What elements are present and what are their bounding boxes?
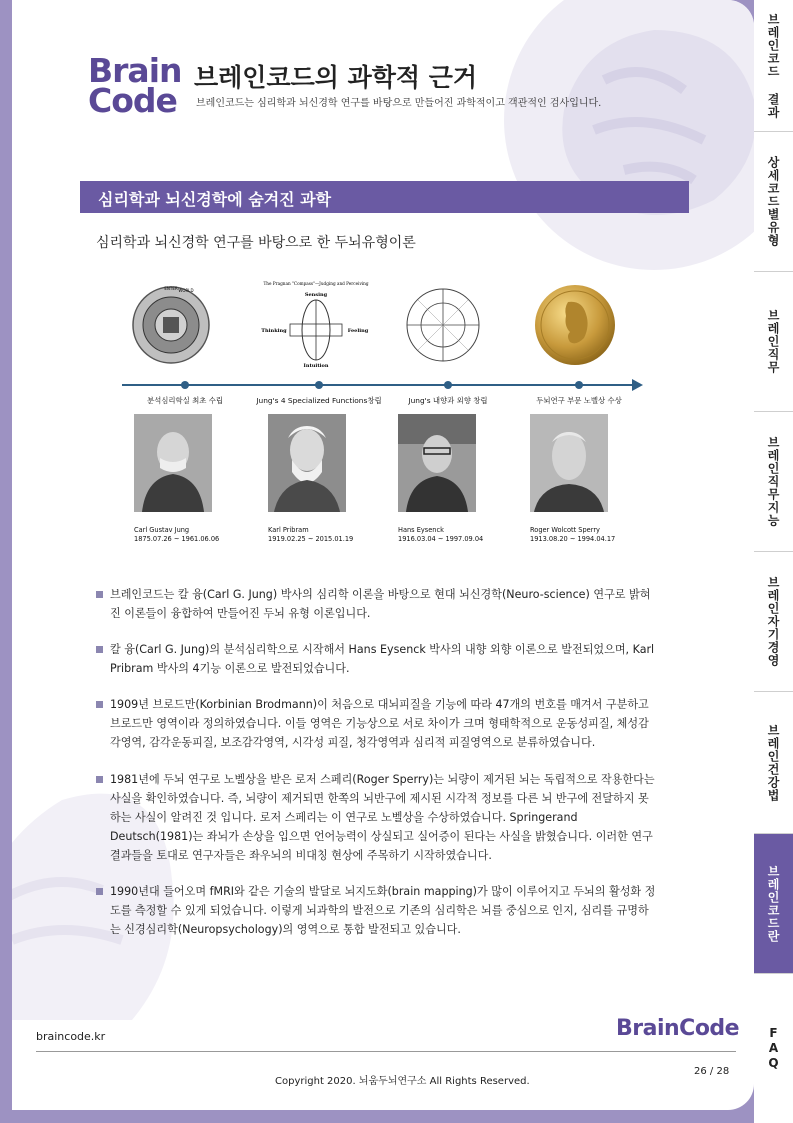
braincode-logo: Brain Code: [88, 51, 182, 121]
tab-brain-job[interactable]: 브레인직무: [754, 272, 793, 412]
section-subtitle: 심리학과 뇌신경학 연구를 바탕으로 한 두뇌유형이론: [96, 235, 416, 251]
nobel-medal-icon: [530, 280, 620, 370]
portrait-pribram: [268, 414, 346, 512]
tab-brain-health[interactable]: 브레인건강법: [754, 692, 793, 834]
page-title: 브레인코드의 과학적 근거: [194, 63, 478, 92]
timeline-arrow-icon: [632, 379, 643, 391]
svg-text:Feeling: Feeling: [347, 328, 369, 334]
timeline-line: [122, 384, 636, 386]
timeline-label: Jung's 내향과 외향 창립: [408, 396, 488, 405]
timeline-dot: [315, 381, 323, 389]
timeline-dot: [181, 381, 189, 389]
svg-text:Sensing: Sensing: [304, 292, 328, 298]
portrait-sperry: [530, 414, 608, 512]
tab-faq[interactable]: FAQ: [766, 1026, 781, 1071]
tab-braincode-result[interactable]: 브레인코드 결과: [754, 0, 793, 132]
svg-text:Thinking: Thinking: [261, 328, 287, 334]
portrait-jung: [134, 414, 212, 512]
footer-logo: BrainCode: [616, 1016, 740, 1041]
list-item: 1909년 브로드만(Korbinian Brodmann)이 처음으로 대뇌피질을 기능에 따라 47개의 번호를 매겨서 구분하고 브로드만 영역이라 정의하였습니다. 이들 영역은 기능상으로 서로 차이가 크며 형태학적으로 운동성피질, 체성감각영역, 감각운동피질, 보조감각영역, 시각성 피질, 청각영역과 심리적 피질영역으로 분류하였습니다.: [96, 695, 656, 752]
timeline-label: Jung's 4 Specialized Functions창립: [256, 396, 382, 405]
timeline-label: 분석심리학실 최초 수립: [146, 396, 224, 405]
content-list: [96, 585, 656, 956]
svg-text:WORLD: WORLD: [178, 288, 194, 293]
person-caption: Karl Pribram 1919.02.25 ~ 2015.01.19: [268, 526, 354, 543]
tab-brain-job-intelligence[interactable]: 브레인직무지능: [754, 412, 793, 552]
section-title-bar: 심리학과 뇌신경학에 숨겨진 과학: [80, 181, 689, 213]
side-tab-nav: [754, 0, 793, 1123]
list-item: 칼 융(Carl G. Jung)의 분석심리학으로 시작해서 Hans Eysenck 박사의 내향 외향 이론으로 발전되었으며, Karl Pribram 박사의 4기능 이론으로 발전되었습니다.: [96, 640, 656, 678]
footer-divider: [36, 1051, 736, 1052]
compass-diagram: [252, 278, 380, 373]
svg-text:ENTER: ENTER: [164, 286, 178, 291]
list-item: 1981년에 두뇌 연구로 노벨상을 받은 로저 스페리(Roger Sperry)는 뇌량이 제거된 뇌는 독립적으로 작용한다는 사실을 확인하였습니다. 즉, 뇌량이 제거되면 한쪽의 뇌반구에 제시된 시각적 정보를 다른 뇌 반구에 전달하지 못하는 사실이 알려진 것 입니다. 로저 스페리는 이 연구로 노벨상을 수상하였습니다. Springerand Deutsch(1981)는 좌뇌가 손상을 입으면 언어능력이 상실되고 실어증이 된다는 사실을 밝혔습니다. 이러한 연구 결과들을 토대로 연구자들은 좌우뇌의 비대칭 현상에 주목하기 시작하였습니다.: [96, 770, 656, 865]
mandala-diagram: [126, 280, 216, 370]
page: [12, 0, 754, 1110]
page-number: 26 / 28: [694, 1066, 730, 1077]
portrait-eysenck: [398, 414, 476, 512]
brain-watermark-icon: [494, 0, 754, 280]
person-caption: Roger Wolcott Sperry 1913.08.20 ~ 1994.04.17: [530, 526, 616, 543]
tab-detailed-type[interactable]: 상세코드별유형: [754, 132, 793, 272]
person-caption: Hans Eysenck 1916.03.04 ~ 1997.09.04: [398, 526, 484, 543]
list-item: 브레인코드는 칼 융(Carl G. Jung) 박사의 심리학 이론을 바탕으로 현대 뇌신경학(Neuro-science) 연구로 밝혀진 이론들이 융합하여 만들어진 두뇌 유형 이론입니다.: [96, 585, 656, 623]
timeline-dot: [444, 381, 452, 389]
svg-text:The Pragnan "Compass"—Judging: The Pragnan "Compass"—Judging and Perceiving: [263, 281, 369, 286]
copyright-text: Copyright 2020. 뇌움두뇌연구소 All Rights Reserved.: [275, 1076, 530, 1087]
footer-url-link[interactable]: braincode.kr: [36, 1030, 106, 1043]
person-caption: Carl Gustav Jung 1875.07.26 ~ 1961.06.06: [134, 526, 220, 543]
page-subtitle: 브레인코드는 심리학과 뇌신경학 연구를 바탕으로 만들어진 과학적이고 객관적인 검사입니다.: [196, 98, 602, 109]
eysenck-circle-diagram: [398, 280, 488, 370]
list-item: 1990년대 들어오며 fMRI와 같은 기술의 발달로 뇌지도화(brain mapping)가 많이 이루어지고 두뇌의 활성화 정도를 측정할 수 있게 되었습니다. 이렇게 뇌과학의 발전으로 기존의 심리학은 뇌를 중심으로 인지, 심리를 규명하는 신경심리학(Neuropsychology)의 영역으로 통합 발전되고 있습니다.: [96, 882, 656, 939]
timeline-label: 두뇌연구 부문 노벨상 수상: [536, 396, 622, 405]
svg-text:Intuition: Intuition: [303, 363, 329, 369]
tab-what-is-braincode[interactable]: 브레인코드란: [754, 834, 793, 974]
tab-brain-self-management[interactable]: 브레인자기경영: [754, 552, 793, 692]
timeline-dot: [575, 381, 583, 389]
